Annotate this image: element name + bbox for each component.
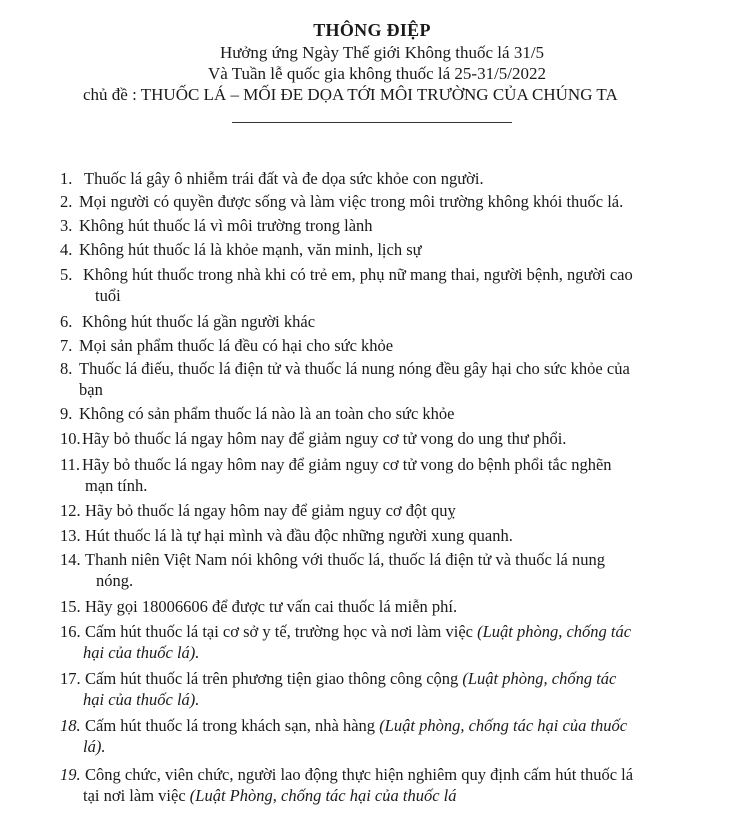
list-item-10 (60, 428, 566, 449)
item-number: 5. (60, 265, 73, 284)
list-item-11 (60, 454, 612, 496)
item-number: 4. (60, 240, 73, 259)
item-text: Thuốc lá gây ô nhiễm trái đất và đe dọa sức khỏe con người. (84, 169, 484, 188)
list-item-3 (60, 215, 373, 236)
subtitle-line-2: Và Tuần lễ quốc gia không thuốc lá 25-31/5/2022 (207, 64, 547, 83)
header-divider (232, 122, 512, 123)
item-number: 18. (60, 716, 81, 735)
item-number: 9. (60, 404, 73, 423)
item-text-continued: bạn (79, 380, 103, 399)
list-item-16 (60, 621, 631, 663)
item-text: Không có sản phẩm thuốc lá nào là an toàn cho sức khỏe (79, 404, 455, 423)
item-text: Công chức, viên chức, người lao động thực hiện nghiêm quy định cấm hút thuốc lá (85, 765, 634, 784)
item-number: 7. (60, 336, 73, 355)
list-item-14 (60, 549, 605, 591)
item-text: Hút thuốc lá là tự hại mình và đầu độc những người xung quanh. (85, 526, 513, 545)
item-text-continued: tại nơi làm việc (83, 786, 190, 805)
item-text: Không hút thuốc lá là khỏe mạnh, văn minh, lịch sự (79, 240, 422, 259)
list-item-4 (60, 239, 422, 260)
item-number: 14. (60, 550, 81, 569)
item-number: 15. (60, 597, 81, 616)
item-number: 13. (60, 526, 81, 545)
item-text: Hãy bỏ thuốc lá ngay hôm nay để giảm nguy cơ tử vong do bệnh phổi tắc nghẽn (82, 455, 612, 474)
document-title: THÔNG ĐIỆP (313, 20, 431, 40)
item-number: 11. (60, 455, 81, 474)
item-number: 2. (60, 192, 73, 211)
law-reference: (Luật phòng, chống tác (462, 669, 617, 688)
item-text: Hãy bỏ thuốc lá ngay hôm nay để giảm nguy cơ đột quỵ (85, 501, 456, 520)
item-text: Không hút thuốc lá vì môi trường trong lành (79, 216, 373, 235)
item-number: 8. (60, 359, 73, 378)
item-number: 10. (60, 429, 81, 448)
subtitle-line-1: Hưởng ứng Ngày Thế giới Không thuốc lá 31/5 (219, 43, 545, 62)
document-header (0, 18, 744, 106)
item-text: Mọi người có quyền được sống và làm việc trong môi trường không khói thuốc lá. (79, 192, 624, 211)
list-item-8 (60, 358, 630, 400)
item-number: 19. (60, 765, 81, 784)
list-item-5 (60, 264, 633, 306)
item-number: 6. (60, 312, 73, 331)
item-text: Thuốc lá điếu, thuốc lá điện tử và thuốc lá nung nóng đều gây hại cho sức khỏe của (79, 359, 630, 378)
item-number: 12. (60, 501, 81, 520)
item-number: 3. (60, 216, 73, 235)
item-text: Cấm hút thuốc lá trong khách sạn, nhà hàng (85, 716, 380, 735)
law-reference-continued: lá). (83, 737, 106, 756)
law-reference: (Luật phòng, chống tác hại của thuốc (379, 716, 628, 735)
list-item-7 (60, 335, 393, 356)
list-item-15 (60, 596, 457, 617)
item-text: Không hút thuốc trong nhà khi có trẻ em, phụ nữ mang thai, người bệnh, người cao (83, 265, 633, 284)
list-item-9 (60, 403, 455, 424)
list-item-17 (60, 668, 616, 710)
list-item-2 (60, 191, 623, 212)
item-text: Mọi sản phẩm thuốc lá đều có hại cho sức khỏe (79, 336, 394, 355)
list-item-13 (60, 525, 513, 546)
law-reference-continued: hại của thuốc lá). (83, 690, 200, 709)
law-reference: (Luật Phòng, chống tác hại của thuốc lá (189, 786, 457, 805)
law-reference-continued: hại của thuốc lá). (83, 643, 200, 662)
item-number: 1. (60, 169, 73, 188)
item-text-continued: nóng. (96, 571, 134, 590)
list-item-6 (60, 311, 315, 332)
item-text: Hãy gọi 18006606 để được tư vấn cai thuốc lá miễn phí. (85, 597, 458, 616)
list-item-12 (60, 500, 456, 521)
item-number: 16. (60, 622, 81, 641)
theme-line: chủ đề : THUỐC LÁ – MỐI ĐE DỌA TỚI MÔI TRƯỜNG CỦA CHÚNG TA (83, 85, 618, 104)
item-number: 17. (60, 669, 81, 688)
list-item-18 (60, 715, 627, 757)
item-text: Không hút thuốc lá gần người khác (82, 312, 316, 331)
item-text: Cấm hút thuốc lá tại cơ sở y tế, trường học và nơi làm việc (85, 622, 478, 641)
law-reference: (Luật phòng, chống tác (477, 622, 632, 641)
list-item-1 (60, 168, 484, 189)
item-text: Thanh niên Việt Nam nói không với thuốc lá, thuốc lá điện tử và thuốc lá nung (85, 550, 605, 569)
item-text: Cấm hút thuốc lá trên phương tiện giao thông công cộng (85, 669, 463, 688)
item-text-continued: mạn tính. (85, 476, 148, 495)
list-item-19 (60, 764, 633, 806)
item-text-continued: tuổi (95, 286, 121, 305)
item-text: Hãy bỏ thuốc lá ngay hôm nay để giảm nguy cơ tử vong do ung thư phổi. (82, 429, 567, 448)
